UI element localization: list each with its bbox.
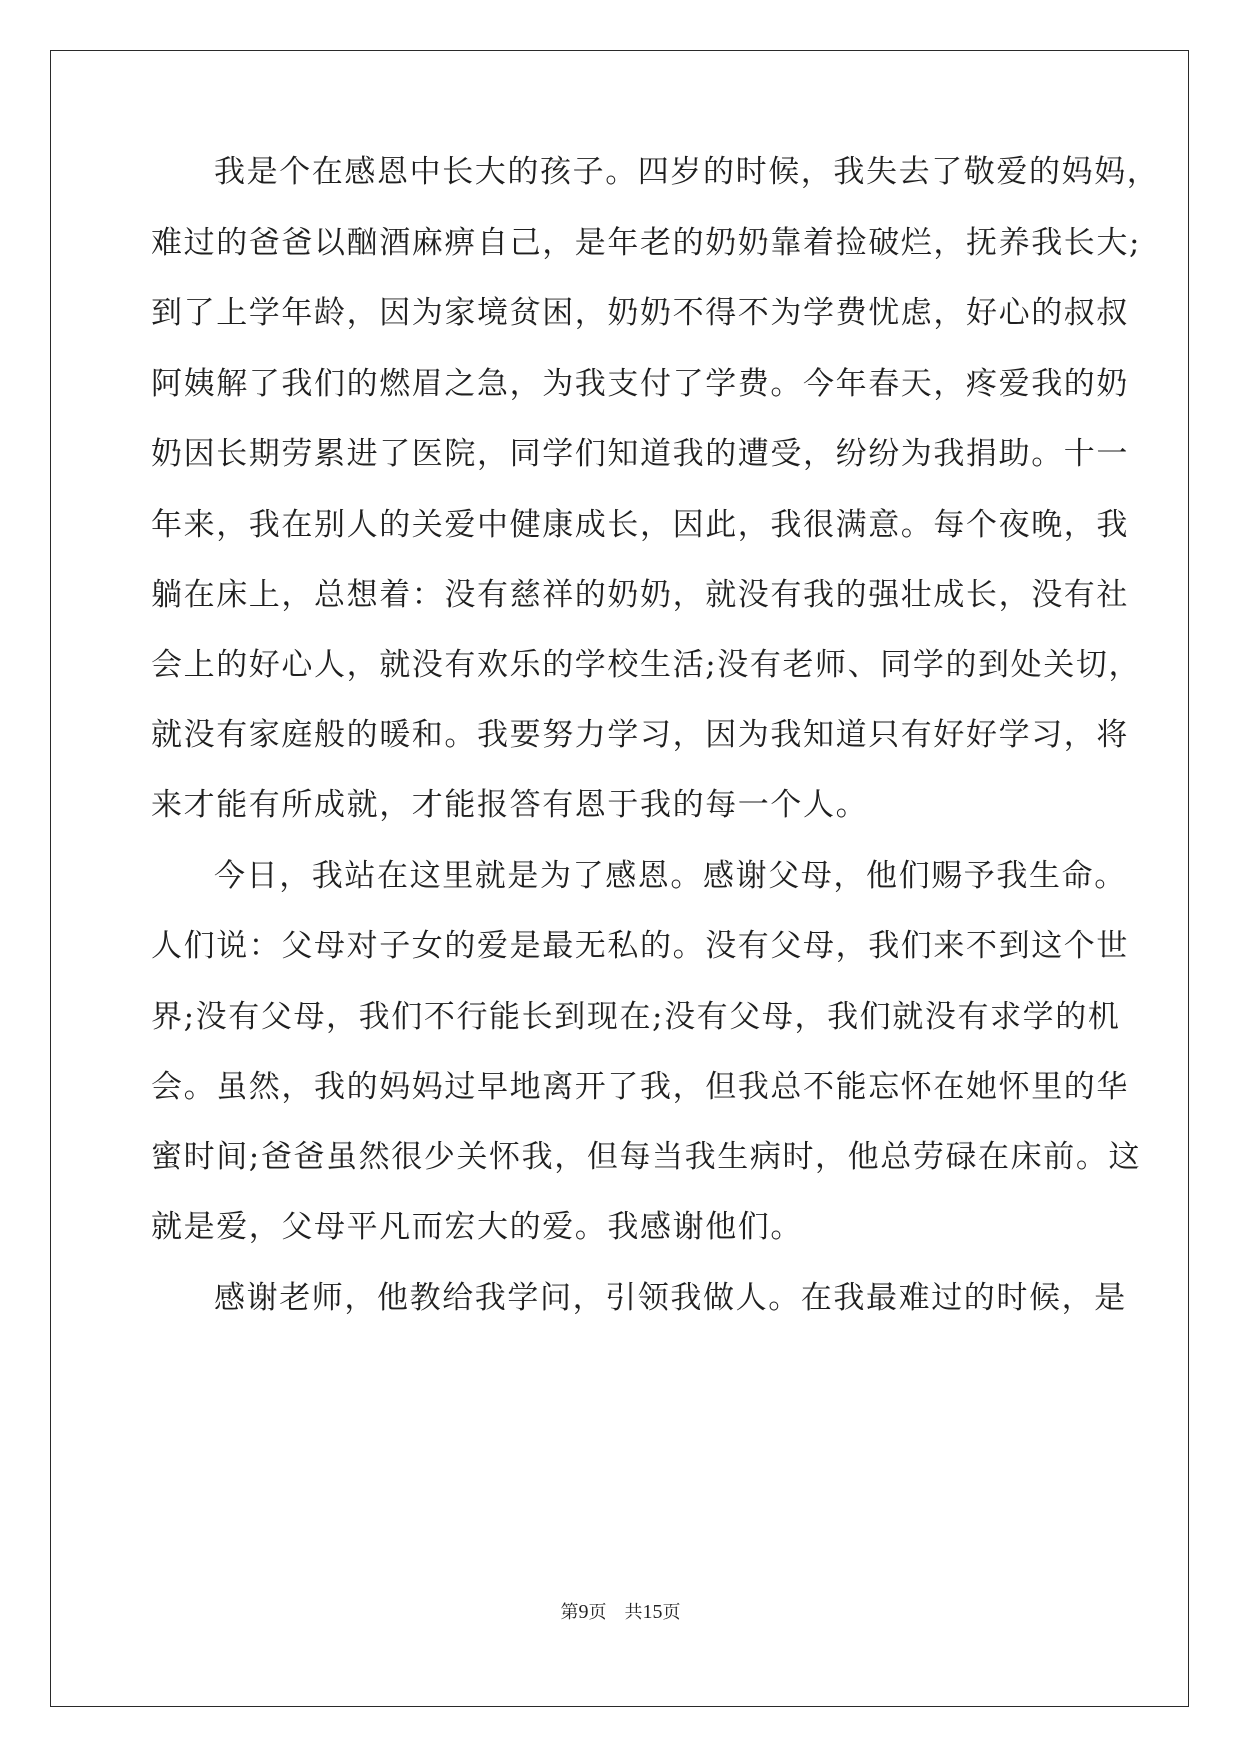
paragraph-2-line-1: 今日，我站在这里就是为了感恩。感谢父母，他们赐予我生命。 <box>214 858 1127 894</box>
footer-page-current: 9 <box>578 1601 589 1623</box>
paragraph-1-line-2: 难过的爸爸以酗酒麻痹自己，是年老的奶奶靠着捡破烂，抚养我长大; <box>151 225 1142 261</box>
paragraph-1-line-8: 会上的好心人，就没有欢乐的学校生活;没有老师、同学的到处关切， <box>151 647 1142 683</box>
paragraph-1-line-9: 就没有家庭般的暖和。我要努力学习，因为我知道只有好好学习，将 <box>151 717 1129 753</box>
paragraph-2-line-6: 就是爱，父母平凡而宏大的爱。我感谢他们。 <box>151 1209 803 1245</box>
paragraph-1-line-4: 阿姨解了我们的燃眉之急，为我支付了学费。今年春天，疼爱我的奶 <box>151 366 1129 402</box>
paragraph-1-line-3: 到了上学年龄，因为家境贫困，奶奶不得不为学费忧虑，好心的叔叔 <box>151 295 1129 331</box>
paragraph-1-line-1: 我是个在感恩中长大的孩子。四岁的时候，我失去了敬爱的妈妈， <box>214 154 1160 190</box>
paragraph-2-line-5: 蜜时间;爸爸虽然很少关怀我，但每当我生病时，他总劳碌在床前。这 <box>151 1139 1142 1175</box>
footer-page-prefix: 第 <box>560 1602 579 1623</box>
paragraph-2-line-4: 会。虽然，我的妈妈过早地离开了我，但我总不能忘怀在她怀里的华 <box>151 1069 1129 1105</box>
footer-page-total: 15 <box>642 1601 663 1623</box>
footer-page-mid: 页 共 <box>588 1602 643 1623</box>
paragraph-2-line-2: 人们说：父母对子女的爱是最无私的。没有父母，我们来不到这个世 <box>151 928 1129 964</box>
footer-page-suffix: 页 <box>662 1602 681 1623</box>
paragraph-2-line-3: 界;没有父母，我们不行能长到现在;没有父母，我们就没有求学的机 <box>151 999 1121 1035</box>
paragraph-3-line-1: 感谢老师，他教给我学问，引领我做人。在我最难过的时候，是 <box>214 1280 1127 1316</box>
paragraph-1-line-6: 年来，我在别人的关爱中健康成长，因此，我很满意。每个夜晚，我 <box>151 507 1129 543</box>
paragraph-1-line-5: 奶因长期劳累进了医院，同学们知道我的遭受，纷纷为我捐助。十一 <box>151 436 1129 472</box>
page-footer <box>0 1600 1241 1625</box>
paragraph-1-line-7: 躺在床上，总想着：没有慈祥的奶奶，就没有我的强壮成长，没有社 <box>151 577 1129 613</box>
paragraph-1-line-10: 来才能有所成就，才能报答有恩于我的每一个人。 <box>151 787 869 823</box>
